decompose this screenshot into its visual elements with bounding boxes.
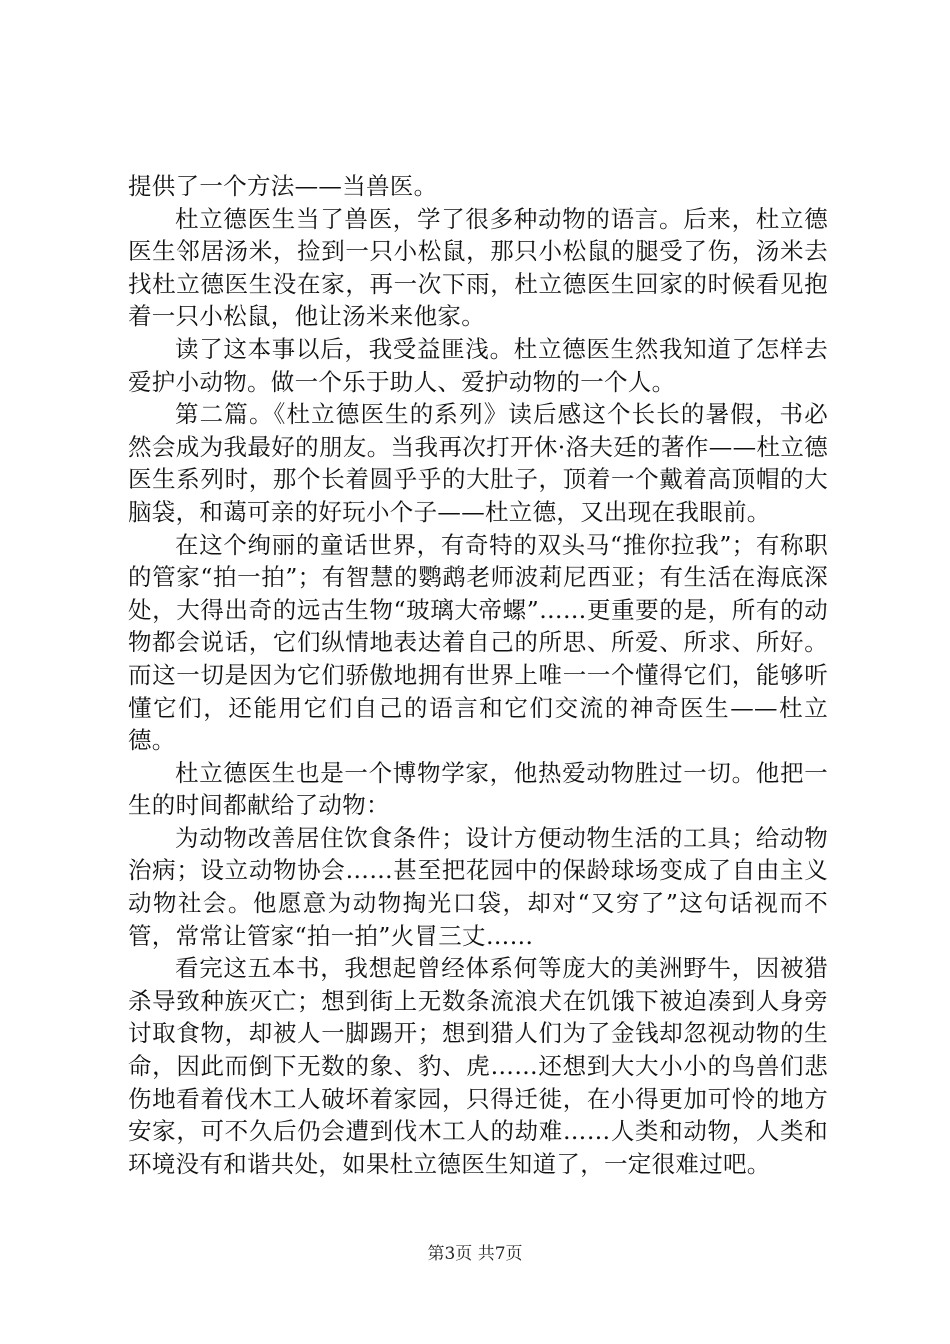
paragraph: 读了这本事以后，我受益匪浅。杜立德医生然我知道了怎样去爱护小动物。做一个乐于助人、爱护动物的一个人。 <box>128 334 828 396</box>
paragraph: 看完这五本书，我想起曾经体系何等庞大的美洲野牛，因被猎杀导致种族灭亡；想到街上无数条流浪犬在饥饿下被迫凑到人身旁讨取食物，却被人一脚踢开；想到猎人们为了金钱却忽视动物的生命，因此而倒下无数的象、豹、虎……还想到大大小小的鸟兽们悲伤地看着伐木工人破坏着家园，只得迁徙，在小得更加可怜的地方安家，可不久后仍会遭到伐木工人的劫难……人类和动物，人类和环境没有和谐共处，如果杜立德医生知道了，一定很难过吧。 <box>128 954 828 1178</box>
paragraph: 提供了一个方法——当兽医。 <box>128 172 438 200</box>
paragraph: 在这个绚丽的童话世界，有奇特的双头马“推你拉我”；有称职的管家“拍一拍”；有智慧的鹦鹉老师波莉尼西亚；有生活在海底深处，大得出奇的远古生物“玻璃大帝螺”……更重要的是，所有的动物都会说话，它们纵情地表达着自己的所思、所爱、所求、所好。而这一切是因为它们骄傲地拥有世界上唯一一个懂得它们，能够听懂它们，还能用它们自己的语言和它们交流的神奇医生——杜立德。 <box>128 530 828 755</box>
paragraph: 杜立德医生当了兽医，学了很多种动物的语言。后来，杜立德医生邻居汤米，捡到一只小松鼠，那只小松鼠的腿受了伤，汤米去找杜立德医生没在家，再一次下雨，杜立德医生回家的时候看见抱着一只小松鼠，他让汤米来他家。 <box>128 204 828 331</box>
paragraph: 第二篇。《杜立德医生的系列》读后感这个长长的暑假，书必然会成为我最好的朋友。当我再次打开休·洛夫廷的著作——杜立德医生系列时，那个长着圆乎乎的大肚子，顶着一个戴着高顶帽的大脑袋，和蔼可亲的好玩小个子——杜立德，又出现在我眼前。 <box>128 400 829 526</box>
document-body <box>128 170 828 1180</box>
paragraph: 为动物改善居住饮食条件；设计方便动物生活的工具；给动物治病；设立动物协会……甚至把花园中的保龄球场变成了自由主义动物社会。他愿意为动物掏光口袋，却对“又穷了”这句话视而不管，常常让管家“拍一拍”火冒三丈…… <box>128 823 828 950</box>
page-number-footer: 第3页 共7页 <box>427 1244 523 1264</box>
paragraph: 杜立德医生也是一个博物学家，他热爱动物胜过一切。他把一生的时间都献给了动物： <box>128 758 828 820</box>
